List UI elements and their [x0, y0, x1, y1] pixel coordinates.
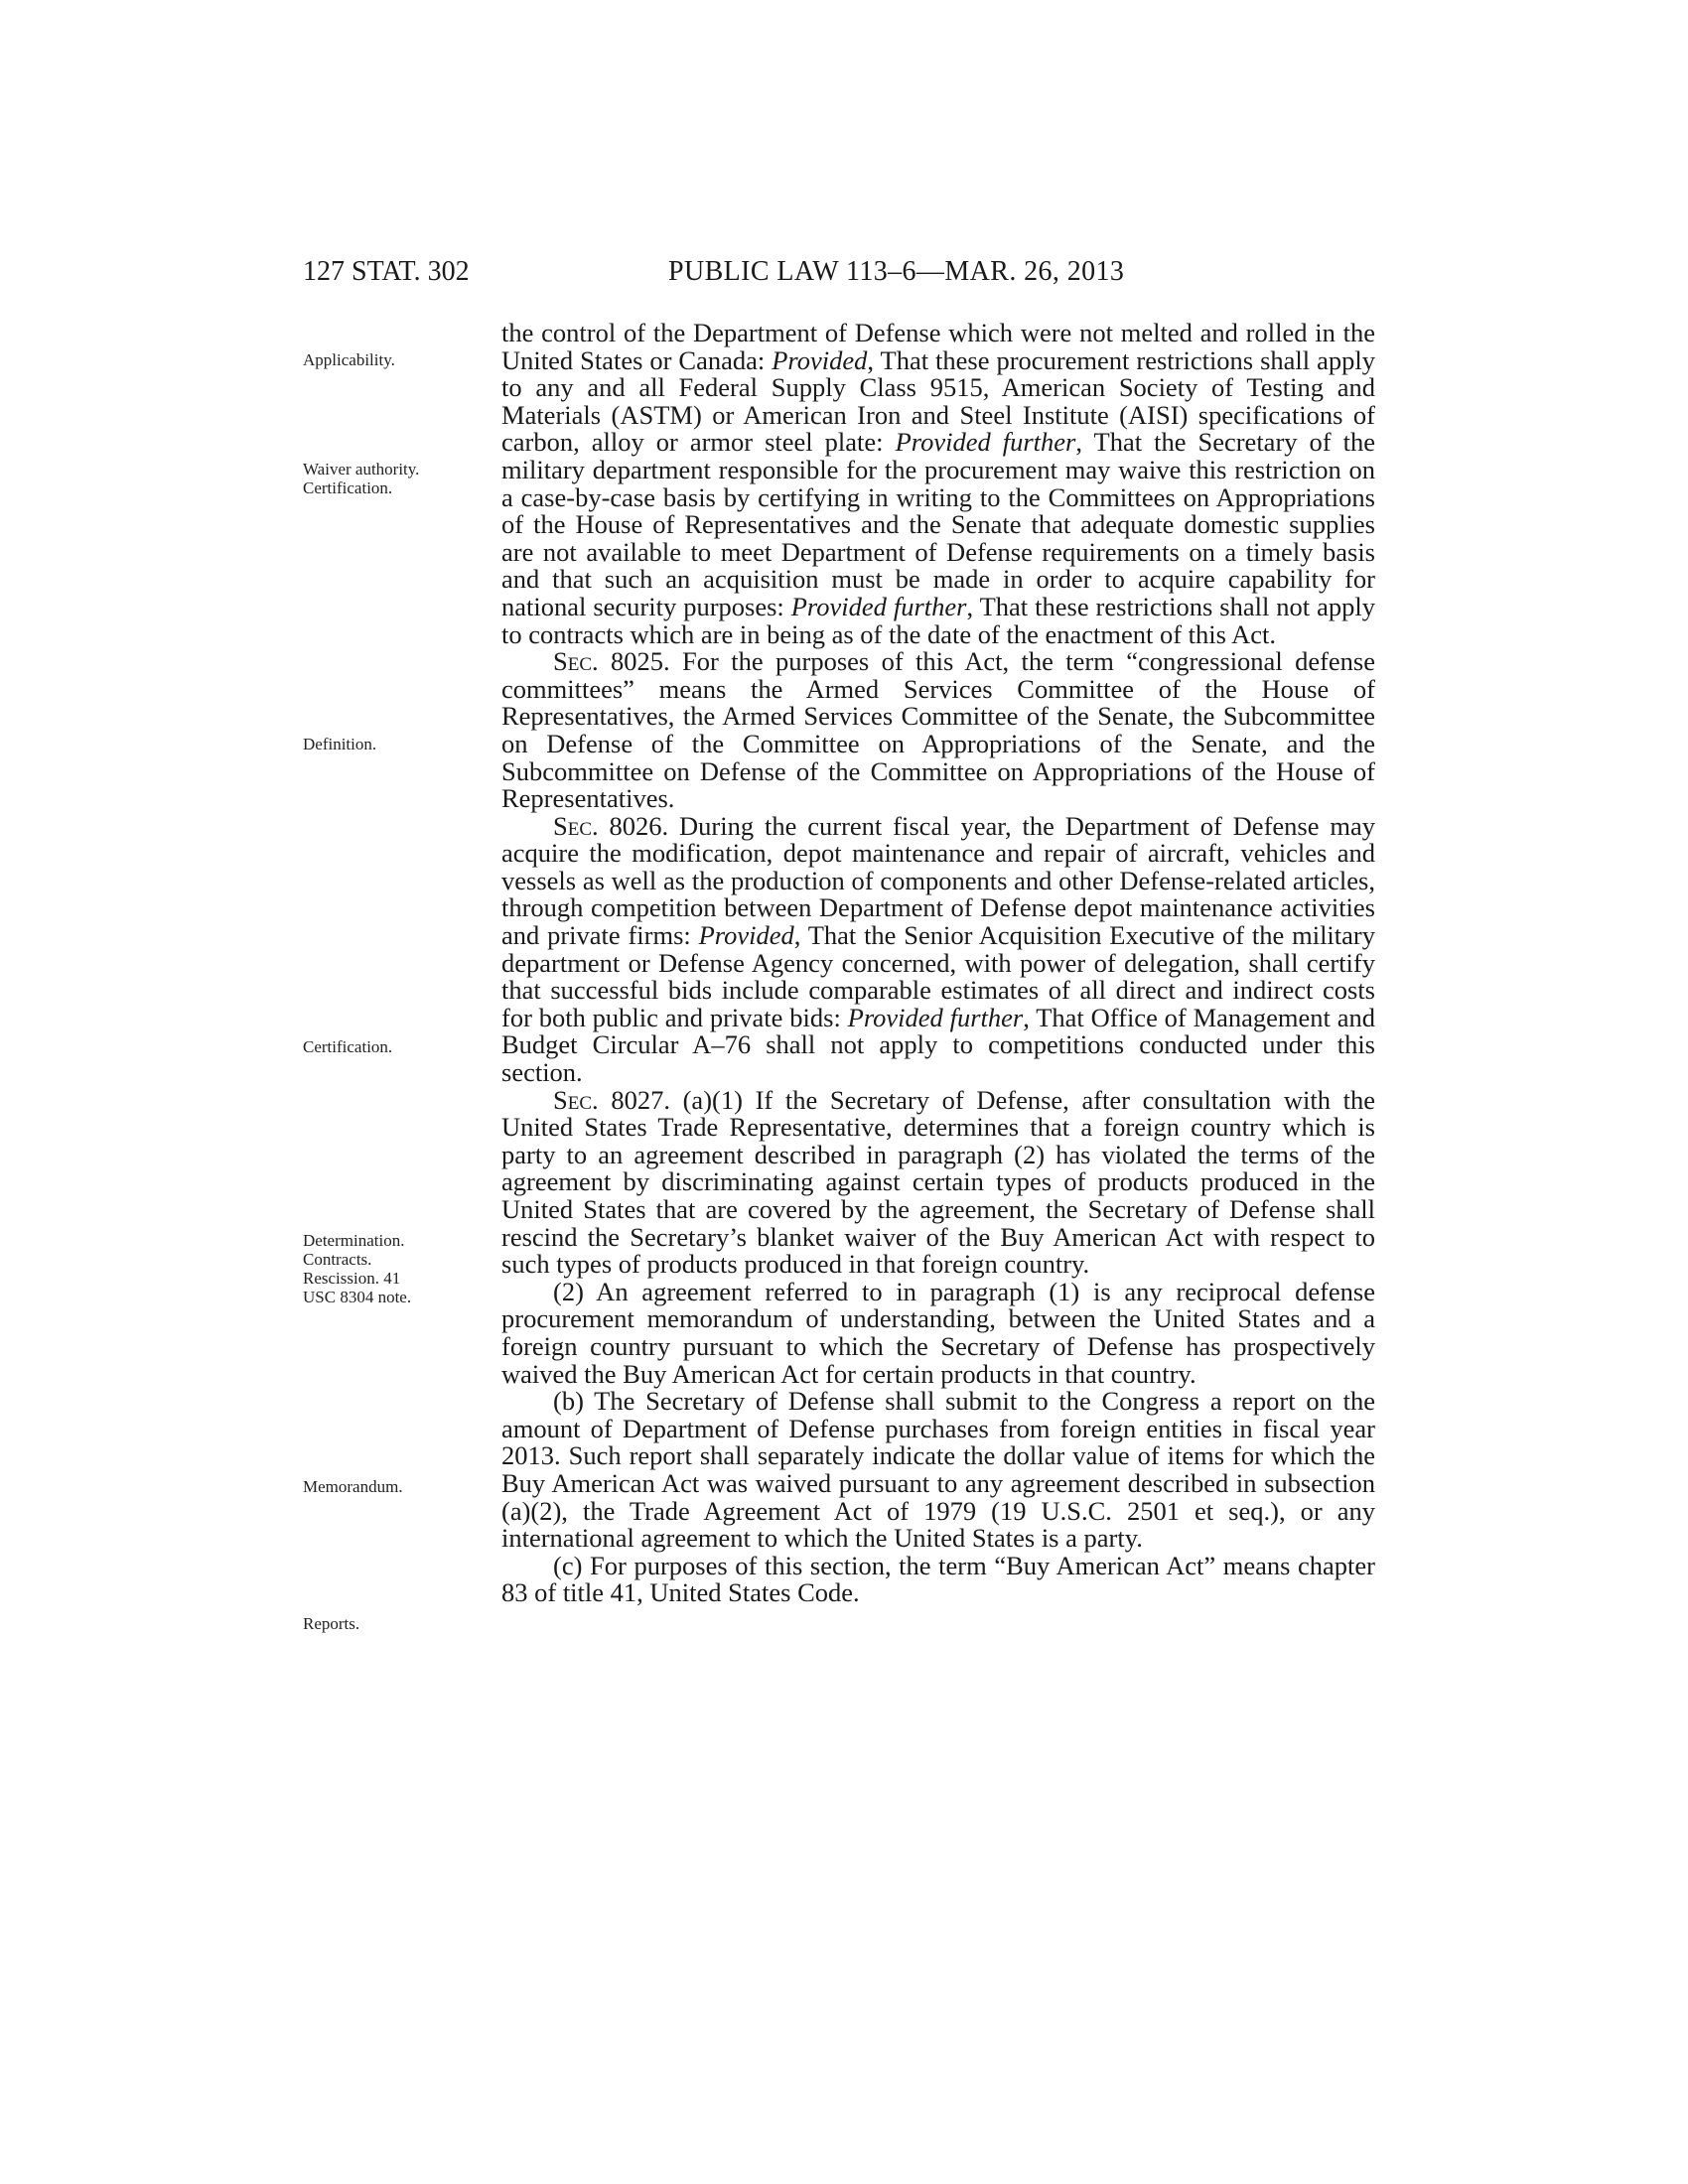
- text-run: the control of the Department of Defense which were not melted and rolled in the United States or Canada:: [501, 318, 1375, 375]
- section-8027-a2: (2) An agreement referred to in paragraph (1) is any reciprocal defense procurement memorandum of understanding, between the United States and a foreign country pursuant to which the Secretary of Defense has prospectively waived the Buy American Act for certain products in that country.: [501, 1276, 1375, 1389]
- italic-provided-further: Provided further: [847, 1002, 1024, 1032]
- section-8027-b: (b) The Secretary of Defense shall submit to the Congress a report on the amount of Department of Defense purchases from foreign entities in fiscal year 2013. Such report shall separately indicate the dollar value of items for which the Buy American Act was waived pursuant to any agreement described in subsection (a)(2), the Trade Agreement Act of 1979 (19 U.S.C. 2501 et seq.), or any international agreement to which the United States is a party.: [501, 1386, 1375, 1554]
- italic-provided: Provided: [772, 344, 868, 375]
- text-run: , That Office of Management and Budget Circular A–76 shall not apply to competitions conducted under this section.: [501, 1002, 1376, 1088]
- section-8025: [501, 648, 1375, 813]
- margin-note-definition: Definition.: [303, 735, 377, 753]
- section-label: Sec: [553, 810, 593, 841]
- italic-provided-further: Provided further: [790, 591, 967, 621]
- section-8027-c: (c) For purposes of this section, the term “Buy American Act” means chapter 83 of title 41, United States Code.: [501, 1550, 1375, 1608]
- body-text: [501, 320, 1375, 1607]
- margin-note-applicability: Applicability.: [303, 350, 395, 369]
- text-run: , That these procurement restrictions shall apply to any and all Federal Supply Class 9515, American Society of Testing and Materials (ASTM) or American Iron and Steel Institute (AISI) specifications of carbon, alloy or armor steel plate:: [501, 344, 1375, 458]
- margin-note-memorandum: Memorandum.: [303, 1477, 403, 1496]
- margin-note-certification: Certification.: [303, 1037, 393, 1056]
- text-run: . 8025. For the purposes of this Act, the term “congressional defense committees” means the Armed Services Committee of the House of Representatives, the Armed Services Committee of the Senate, the Subcommittee on Defense of the Committee on Appropriations of the Senate, and the Subcommittee on Defense of the Committee on Appropriations of the House of Representatives.: [501, 646, 1375, 814]
- margin-note-determination: Determination. Contracts. Rescission. 41 USC 8304 note.: [303, 1231, 412, 1306]
- page-header: [303, 252, 1375, 292]
- statute-reference: 127 STAT. 302: [303, 256, 470, 287]
- italic-provided: Provided: [698, 920, 794, 951]
- law-title: PUBLIC LAW 113–6—MAR. 26, 2013: [668, 256, 1125, 287]
- italic-provided-further: Provided further: [895, 427, 1076, 458]
- paragraph-continuation: [501, 320, 1375, 648]
- section-8027-a1: [501, 1084, 1375, 1280]
- text-run: , That these restrictions shall not apply to contracts which are in being as of the date of the enactment of this Act.: [501, 591, 1375, 649]
- text-run: . 8027. (a)(1) If the Secretary of Defense, after consultation with the United States Trade Representative, determines that a foreign country which is party to an agreement described in paragraph (2) has violated the terms of the agreement by discriminating against certain types of products produced in the United States that are covered by the agreement, the Secretary of Defense shall rescind the Secretary’s blanket waiver of the Buy American Act with respect to such types of products produced in that foreign country.: [501, 1084, 1375, 1280]
- section-8026: [501, 810, 1376, 1088]
- margin-note-reports: Reports.: [303, 1614, 360, 1633]
- margin-note-waiver-certification: Waiver authority. Certification.: [303, 460, 420, 497]
- text-run: . 8026. During the current fiscal year, the Department of Defense may acquire the modification, depot maintenance and repair of aircraft, vehicles and vessels as well as the production of components and other Defense-related articles, through competition between Department of Defense depot maintenance activities and private firms:: [501, 810, 1375, 951]
- text-run: , That the Senior Acquisition Executive of the military department or Defense Agency concerned, with power of delegation, shall certify that successful bids include comparable estimates of all direct and indirect costs for both public and private bids:: [501, 920, 1375, 1032]
- section-label: Sec: [553, 646, 593, 677]
- text-run: , That the Secretary of the military department responsible for the procurement may waive this restriction on a case-by-case basis by certifying in writing to the Committees on Appropriations of the House of Representatives and the Senate that adequate domestic supplies are not available to meet Department of Defense requirements on a timely basis and that such an acquisition must be made in order to acquire capability for national security purposes:: [501, 427, 1375, 621]
- section-label: Sec: [553, 1084, 593, 1115]
